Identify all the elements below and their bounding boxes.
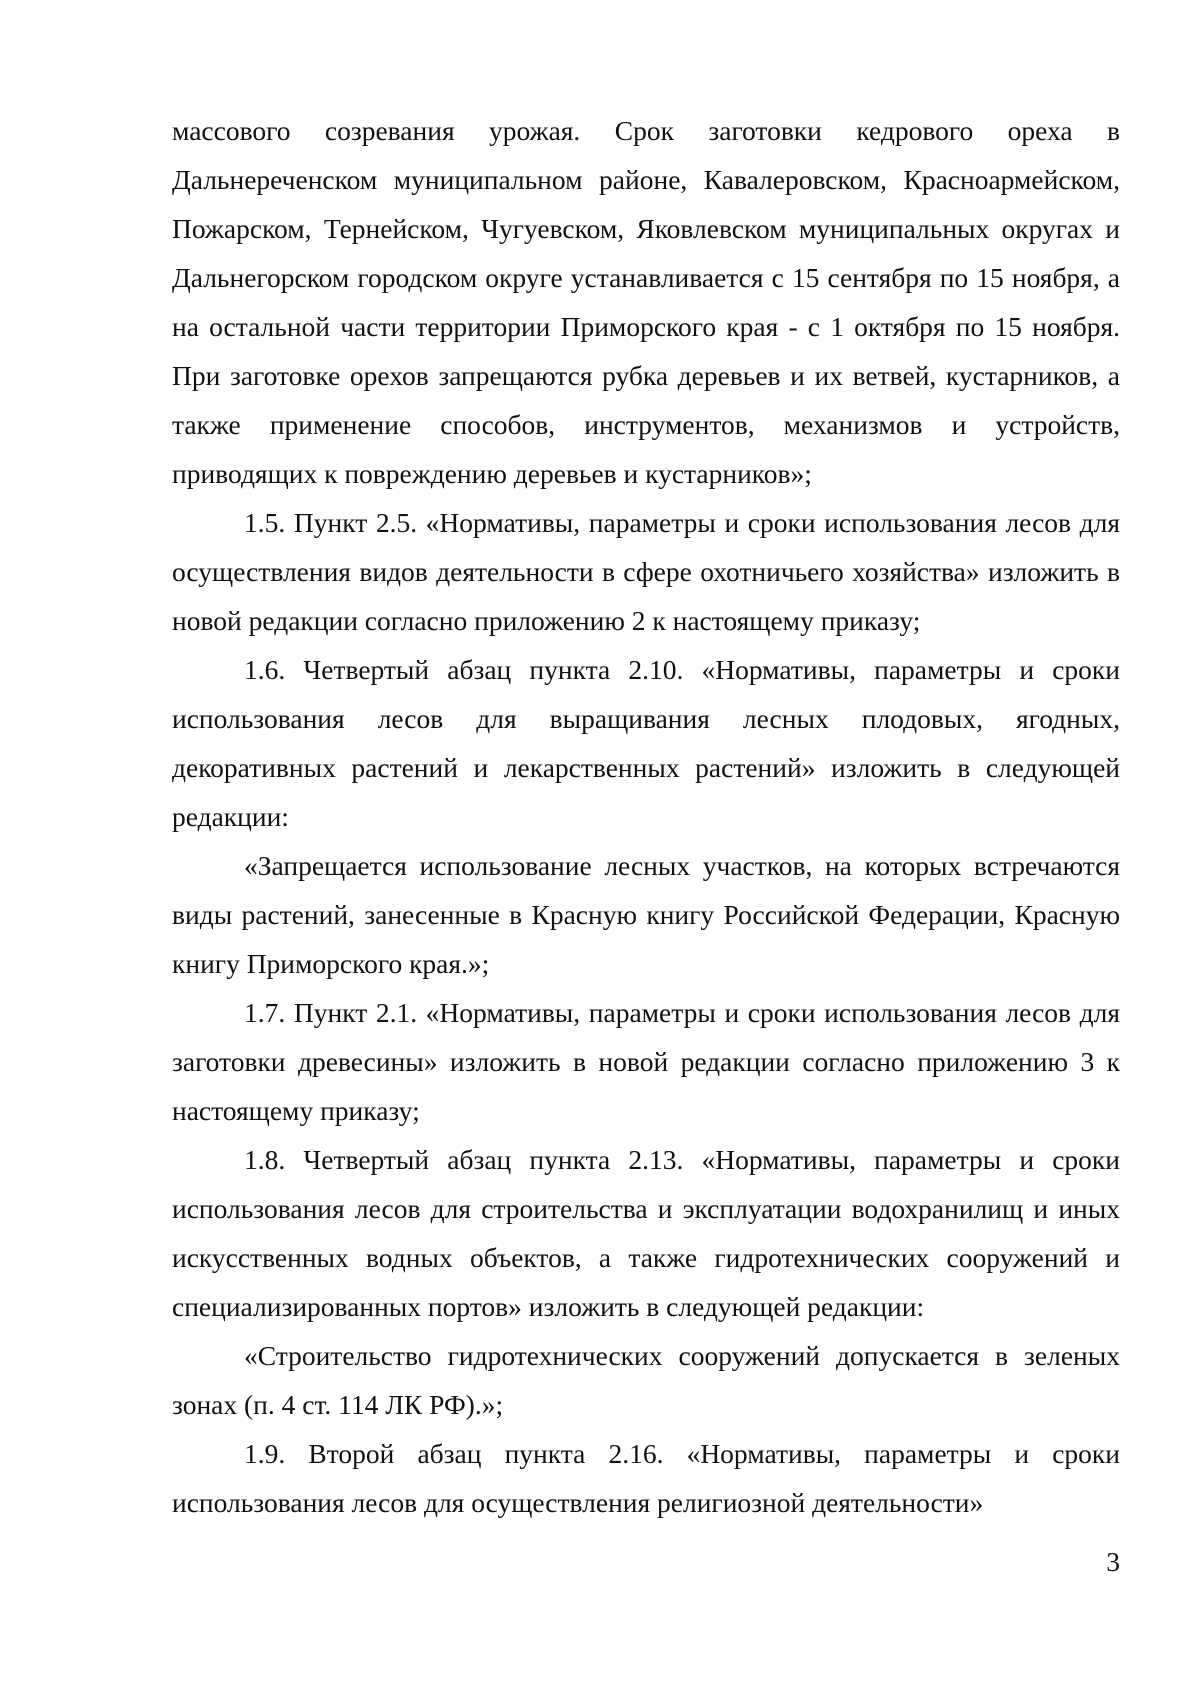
paragraph-quote-hydro: «Строительство гидротехнических сооружений допускается в зеленых зонах (п. 4 ст. 114 ЛК РФ).»;: [172, 1340, 1120, 1420]
paragraph-1-5: 1.5. Пункт 2.5. «Нормативы, параметры и сроки использования лесов для осуществления видов деятельности в сфере охотничьего хозяйства» изложить в новой редакции согласно приложению 2 к настоящему приказу;: [172, 507, 1120, 636]
document-body: [172, 106, 1120, 1527]
paragraph-1-8: 1.8. Четвертый абзац пункта 2.13. «Нормативы, параметры и сроки использования лесов для строительства и эксплуатации водохранилищ и иных искусственных водных объектов, а также гидротехнических сооружений и специализированных портов» изложить в следующей редакции:: [172, 1144, 1120, 1322]
paragraph-continuation: массового созревания урожая. Срок заготовки кедрового ореха в Дальнереченском муниципальном районе, Кавалеровском, Красноармейском, Пожарском, Тернейском, Чугуевском, Яковлевском муниципальных округах и Дальнегорском городском округе устанавливается с 15 сентября по 15 ноября, а на остальной части территории Приморского края - с 1 октября по 15 ноября. При заготовке орехов запрещаются рубка деревьев и их ветвей, кустарников, а также применение способов, инструментов, механизмов и устройств, приводящих к повреждению деревьев и кустарников»;: [172, 115, 1120, 489]
paragraph-1-6: 1.6. Четвертый абзац пункта 2.10. «Нормативы, параметры и сроки использования лесов для выращивания лесных плодовых, ягодных, декоративных растений и лекарственных растений» изложить в следующей редакции:: [172, 654, 1120, 832]
paragraph-1-7: 1.7. Пункт 2.1. «Нормативы, параметры и сроки использования лесов для заготовки древесины» изложить в новой редакции согласно приложению 3 к настоящему приказу;: [172, 997, 1120, 1126]
page-number: 3: [1106, 1546, 1120, 1577]
paragraph-1-9: 1.9. Второй абзац пункта 2.16. «Нормативы, параметры и сроки использования лесов для осуществления религиозной деятельности»: [172, 1438, 1120, 1518]
paragraph-quote-red-book: «Запрещается использование лесных участков, на которых встречаются виды растений, занесенные в Красную книгу Российской Федерации, Красную книгу Приморского края.»;: [172, 850, 1120, 979]
